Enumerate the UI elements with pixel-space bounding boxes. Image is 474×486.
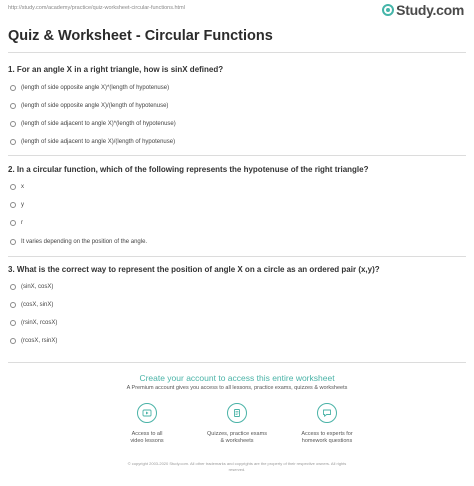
option-label: (cosX, sinX) xyxy=(21,302,54,308)
radio-button-icon[interactable] xyxy=(10,103,16,109)
expert-chat-icon xyxy=(317,403,337,423)
radio-button-icon[interactable] xyxy=(10,184,16,190)
option-label: (rsinX, rcosX) xyxy=(21,320,58,326)
question-divider xyxy=(8,155,466,156)
question-1-option-2[interactable] xyxy=(10,103,168,109)
question-2-text: 2. In a circular function, which of the following represents the hypotenuse of the right triangle? xyxy=(8,165,369,174)
option-label: (length of side adjacent to angle X)/(length of hypotenuse) xyxy=(21,139,176,145)
feature-line-1: Access to all xyxy=(131,431,163,437)
cta-title-link[interactable]: Create your account to access this entire worksheet xyxy=(139,373,335,383)
feature-line-2: video lessons xyxy=(130,438,164,444)
radio-button-icon[interactable] xyxy=(10,239,16,245)
option-label: (sinX, cosX) xyxy=(21,284,54,290)
radio-button-icon[interactable] xyxy=(10,202,16,208)
question-3-option-4[interactable] xyxy=(10,338,57,344)
study-logo-icon xyxy=(382,4,394,16)
radio-button-icon[interactable] xyxy=(10,85,16,91)
question-1-option-4[interactable] xyxy=(10,139,175,145)
feature-video-lessons xyxy=(107,403,187,445)
option-label: (length of side opposite angle X)*(length of hypotenuse) xyxy=(21,85,170,91)
option-label: (length of side opposite angle X)/(length of hypotenuse) xyxy=(21,103,169,109)
cta-subtitle: A Premium account gives you access to all lessons, practice exams, quizzes & worksheets xyxy=(126,385,348,391)
copyright-line-2: reserved. xyxy=(228,467,246,472)
question-2-option-1[interactable] xyxy=(10,184,24,190)
option-label: (length of side adjacent to angle X)*(length of hypotenuse) xyxy=(21,121,176,127)
question-1-text: 1. For an angle X in a right triangle, how is sinX defined? xyxy=(8,65,224,74)
option-label: (rcosX, rsinX) xyxy=(21,338,58,344)
feature-quizzes xyxy=(197,403,277,445)
question-2-option-2[interactable] xyxy=(10,202,24,208)
radio-button-icon[interactable] xyxy=(10,302,16,308)
radio-button-icon[interactable] xyxy=(10,284,16,290)
feature-line-1: Quizzes, practice exams xyxy=(207,431,267,437)
copyright-footer xyxy=(60,461,414,473)
study-logo-text: Study.com xyxy=(396,2,464,18)
radio-button-icon[interactable] xyxy=(10,139,16,145)
question-3-text: 3. What is the correct way to represent the position of angle X on a circle as an ordered pair (x,y)? xyxy=(8,265,380,274)
page-url: http://study.com/academy/practice/quiz-worksheet-circular-functions.html xyxy=(8,5,185,11)
option-label: r xyxy=(21,220,23,226)
question-divider xyxy=(8,256,466,257)
question-2-option-4[interactable] xyxy=(10,239,147,245)
title-divider xyxy=(8,52,466,53)
feature-line-2: & worksheets xyxy=(220,438,254,444)
feature-label xyxy=(197,431,277,445)
question-2-option-3[interactable] xyxy=(10,220,23,226)
question-3-option-1[interactable] xyxy=(10,284,53,290)
question-3-option-3[interactable] xyxy=(10,320,57,326)
radio-button-icon[interactable] xyxy=(10,338,16,344)
radio-button-icon[interactable] xyxy=(10,121,16,127)
question-1-option-3[interactable] xyxy=(10,121,176,127)
feature-line-2: homework questions xyxy=(301,438,353,444)
feature-label xyxy=(287,431,367,445)
radio-button-icon[interactable] xyxy=(10,220,16,226)
quiz-document-icon xyxy=(227,403,247,423)
question-3-option-2[interactable] xyxy=(10,302,53,308)
study-logo[interactable] xyxy=(382,2,464,18)
question-1-option-1[interactable] xyxy=(10,85,169,91)
play-video-icon xyxy=(137,403,157,423)
cta-divider xyxy=(8,362,466,363)
option-label: It varies depending on the position of the angle. xyxy=(21,239,148,245)
radio-button-icon[interactable] xyxy=(10,320,16,326)
feature-experts xyxy=(287,403,367,445)
option-label: y xyxy=(21,202,24,208)
feature-line-1: Access to experts for xyxy=(301,431,353,437)
page-title: Quiz & Worksheet - Circular Functions xyxy=(8,28,273,44)
option-label: x xyxy=(21,184,24,190)
copyright-line-1: © copyright 2003-2020 Study.com. All other trademarks and copyrights are the property of their respective owners. All rights xyxy=(127,461,347,466)
feature-label xyxy=(107,431,187,445)
